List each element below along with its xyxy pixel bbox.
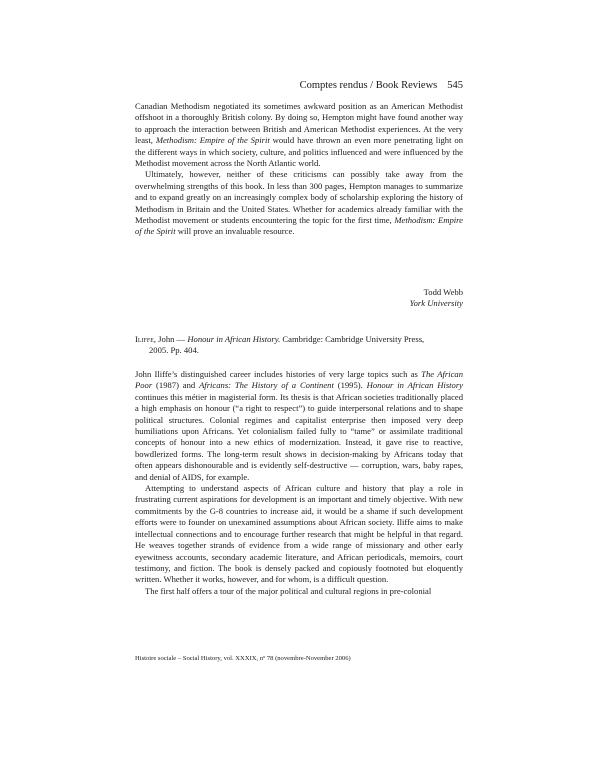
running-header [300, 80, 463, 91]
book-title: Honour in African History [366, 380, 464, 391]
book-title: The African Poor [135, 369, 463, 391]
text-run: Canadian Methodism negotiated its sometimes awkward position as an American Methodist offshoot in a thoroughly British colony. By doing so, Hempton might have found another way to approach the interaction between British and American Methodist experiences. At the very least, [135, 101, 463, 146]
review2-paragraph-3: The first half offers a tour of the major political and cultural regions in pre-colonial [145, 585, 432, 596]
reviewer-name: Todd Webb [423, 287, 463, 297]
author-given: , John — [153, 334, 188, 344]
text-run: John Iliffe’s distinguished career includes histories of very large topics such as [135, 369, 422, 379]
book-title: Methodism: Empire of the Spirit [135, 215, 463, 237]
text-run: (1987) and [152, 380, 200, 391]
book-citation [135, 334, 463, 357]
page-footer: Histoire sociale – Social History, vol. XXXIX, nº 78 (novembre-November 2006) [135, 655, 351, 662]
review1-body [135, 101, 463, 238]
text-run: (1995). [333, 380, 367, 391]
review1-paragraph-2 [135, 169, 463, 237]
review2-paragraph-2: Attempting to understand aspects of African culture and history that play a role in frustrating current aspirations for development is an important and timely objective. With new commitments by the G-8 countries to increase aid, it would be a shame if such development efforts were to founder on unexamined assumptions about African society. Iliffe aims to make intellectual connections and to encourage further research that might be helpful in that regard. He weaves together strands of evidence from a wide range of missionary and other early eyewitness accounts, secondary academic literature, and African periodicals, memoirs, court testimony, and fiction. The book is densely packed and copiously footnoted but eloquently written. Whether it works, however, and for whom, is a difficult question. [135, 483, 463, 585]
citation-publisher: Cambridge: Cambridge University Press, [280, 334, 425, 344]
reviewer-signature [410, 287, 463, 310]
text-run: continues this métier in magisterial form. Its thesis is that African societies traditionally placed a high emphasis on honour (“a right to respect”) to guide interpersonal relations and to shape political structures. Colonial regimes and capitalist enterprise then imposed very deep humiliations upon Africans. Yet colonialism failed fully to “tame” or assimilate traditional concepts of honour into a new ethics of modernization. Instead, it gave rise to reactive, bowdlerized forms. The long-term result shows in decision-making by Africans today that often appears dishonourable and is evidently self-destructive — corruption, wars, baby rapes, and denial of AIDS, for example. [135, 391, 463, 482]
citation-details: 2005. Pp. 404. [149, 345, 199, 356]
text-run: would have thrown an even more penetrating light on the different ways in which society, culture, and politics influenced and were influenced by the Methodist movement across the North Atlantic world. [135, 135, 463, 169]
review2-body [135, 369, 463, 597]
page-number: 545 [447, 80, 463, 91]
book-title: Africans: The History of a Continent [199, 380, 334, 391]
review2-paragraph-1 [135, 369, 463, 483]
text-run: will prove an invaluable resource. [175, 226, 295, 237]
running-title: Comptes rendus / Book Reviews [299, 80, 438, 91]
reviewer-institution: York University [409, 298, 463, 309]
text-run: Ultimately, however, neither of these criticisms can possibly take away from the overwhelming strengths of this book. In less than 300 pages, Hempton manages to summarize and to expand greatly on an increasingly complex body of scholarship exploring the history of Methodism in Britain and the United States. Whether for academics already familiar with the Methodist movement or students encountering the topic for the first time, [135, 169, 463, 226]
book-title: Methodism: Empire of the Spirit [155, 135, 270, 146]
review1-paragraph-1 [135, 101, 463, 169]
author-surname: Iliffe [135, 334, 154, 344]
citation-title: Honour in African History. [187, 334, 281, 344]
document-page [135, 0, 463, 776]
